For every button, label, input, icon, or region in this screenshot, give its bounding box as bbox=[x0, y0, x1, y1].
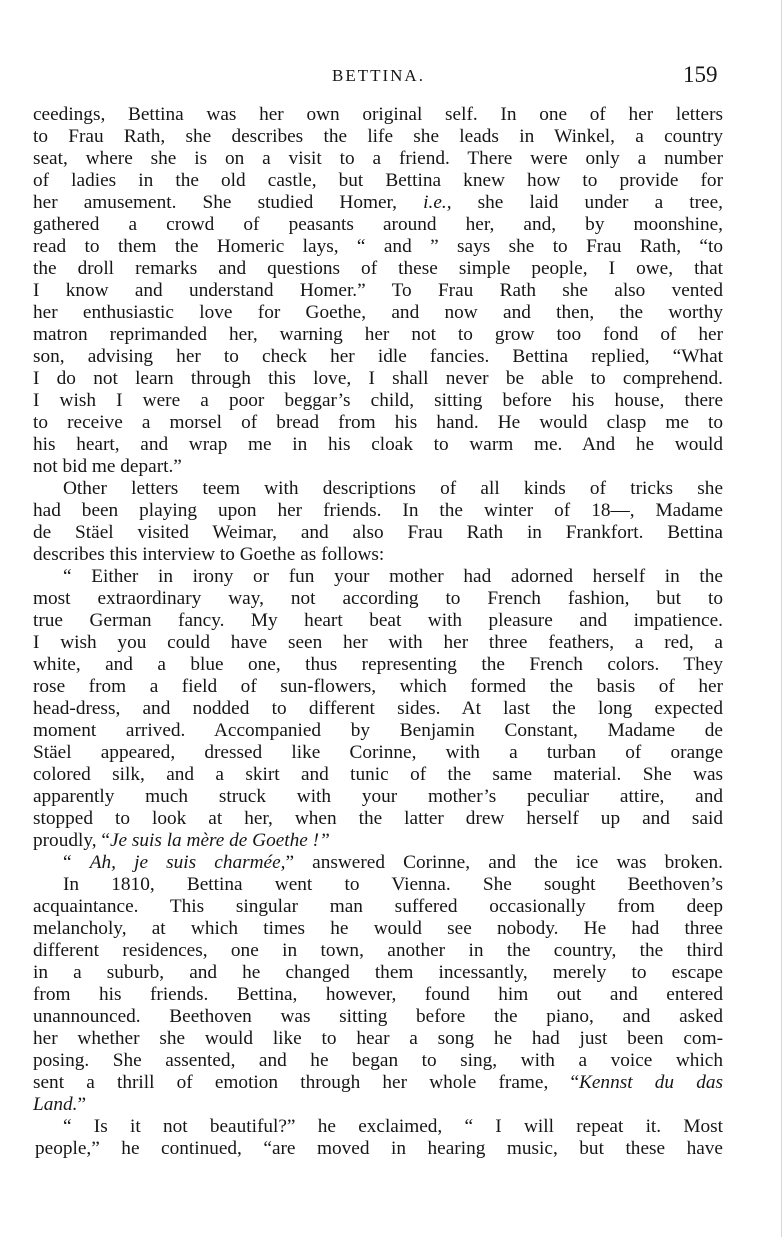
text-line: melancholy, at which times he would see nobody. He had three bbox=[33, 918, 723, 939]
text-line: her whether she would like to hear a song he had just been com- bbox=[33, 1028, 723, 1049]
text-run: ” bbox=[77, 1094, 87, 1115]
text-line bbox=[33, 852, 723, 874]
text-line: I know and understand Homer.” To Frau Rath she also vented bbox=[33, 280, 723, 301]
text-run: her amusement. She studied Homer, bbox=[33, 192, 397, 213]
running-title: BETTINA. bbox=[332, 66, 425, 85]
text-run-italic: Land. bbox=[33, 1094, 78, 1115]
text-line: the droll remarks and questions of these simple people, I owe, that bbox=[33, 258, 723, 279]
text-run-italic: Je suis la mère de Goethe !” bbox=[109, 830, 330, 851]
text-line: I do not learn through this love, I shall never be able to comprehend. bbox=[33, 368, 723, 389]
text-line: most extraordinary way, not according to French fashion, but to bbox=[33, 588, 723, 609]
text-line: in a suburb, and he changed them incessantly, merely to escape bbox=[33, 962, 723, 983]
text-line: apparently much struck with your mother’s peculiar attire, and bbox=[33, 786, 723, 807]
text-line: people,” he continued, “are moved in hearing music, but these have bbox=[35, 1138, 723, 1159]
text-line: different residences, one in town, another in the country, the third bbox=[33, 940, 723, 961]
text-line: rose from a field of sun-flowers, which formed the basis of her bbox=[33, 676, 723, 697]
text-line: Other letters teem with descriptions of all kinds of tricks she bbox=[63, 478, 723, 499]
text-line: acquaintance. This singular man suffered occasionally from deep bbox=[33, 896, 723, 917]
text-run-italic: Ah, je suis charmée, bbox=[89, 852, 286, 873]
text-line: Stäel appeared, dressed like Corinne, with a turban of orange bbox=[33, 742, 723, 763]
page-edge-rule bbox=[781, 0, 782, 1237]
text-line bbox=[33, 1094, 723, 1116]
text-line: I wish I were a poor beggar’s child, sitting before his house, there bbox=[33, 390, 723, 411]
text-line: white, and a blue one, thus representing the French colors. They bbox=[33, 654, 723, 675]
text-run: ” answered Corinne, and the ice was broken. bbox=[285, 852, 723, 873]
running-head bbox=[0, 62, 784, 86]
text-line: had been playing upon her friends. In the winter of 18—, Madame bbox=[33, 500, 723, 521]
text-line: gathered a crowd of peasants around her, and, by moonshine, bbox=[33, 214, 723, 235]
text-line: describes this interview to Goethe as follows: bbox=[33, 544, 385, 565]
text-run: sent a thrill of emotion through her whole frame, “ bbox=[33, 1072, 580, 1093]
text-line: moment arrived. Accompanied by Benjamin Constant, Madame de bbox=[33, 720, 723, 741]
text-line: from his friends. Bettina, however, found him out and entered bbox=[33, 984, 723, 1005]
text-line: not bid me depart.” bbox=[33, 456, 182, 477]
text-line: to receive a morsel of bread from his hand. He would clasp me to bbox=[33, 412, 723, 433]
text-line: “ Is it not beautiful?” he exclaimed, “ I will repeat it. Most bbox=[63, 1116, 723, 1137]
text-line bbox=[33, 830, 723, 852]
text-run-italic: Kennst du das bbox=[579, 1072, 723, 1093]
text-line: colored silk, and a skirt and tunic of the same material. She was bbox=[33, 764, 723, 785]
text-line: her enthusiastic love for Goethe, and now and then, the worthy bbox=[33, 302, 723, 323]
text-line: I wish you could have seen her with her three feathers, a red, a bbox=[33, 632, 723, 653]
text-line: to Frau Rath, she describes the life she leads in Winkel, a country bbox=[33, 126, 723, 147]
text-line: of ladies in the old castle, but Bettina knew how to provide for bbox=[33, 170, 723, 191]
text-line: In 1810, Bettina went to Vienna. She sought Beethoven’s bbox=[63, 874, 723, 895]
text-run-italic: i.e., bbox=[423, 192, 452, 213]
text-line bbox=[33, 192, 723, 214]
text-line: “ Either in irony or fun your mother had adorned herself in the bbox=[63, 566, 723, 587]
text-line: ceedings, Bettina was her own original self. In one of her letters bbox=[33, 104, 723, 125]
text-line: true German fancy. My heart beat with pleasure and impatience. bbox=[33, 610, 723, 631]
text-line: read to them the Homeric lays, “ and ” says she to Frau Rath, “to bbox=[33, 236, 723, 257]
text-line: seat, where she is on a visit to a friend. There were only a number bbox=[33, 148, 723, 169]
body-text bbox=[33, 104, 723, 1160]
text-line bbox=[33, 1072, 723, 1094]
text-line: de Stäel visited Weimar, and also Frau Rath in Frankfort. Bettina bbox=[33, 522, 723, 543]
text-line: stopped to look at her, when the latter drew herself up and said bbox=[33, 808, 723, 829]
text-line: his heart, and wrap me in his cloak to warm me. And he would bbox=[33, 434, 723, 455]
text-line: son, advising her to check her idle fancies. Bettina replied, “What bbox=[33, 346, 723, 367]
text-line: unannounced. Beethoven was sitting before the piano, and asked bbox=[33, 1006, 723, 1027]
text-run: proudly, “ bbox=[33, 830, 110, 851]
text-run: she laid under a tree, bbox=[451, 192, 723, 213]
page-number: 159 bbox=[683, 62, 718, 87]
text-run: “ bbox=[63, 852, 90, 873]
text-line: posing. She assented, and he began to sing, with a voice which bbox=[33, 1050, 723, 1071]
text-line: matron reprimanded her, warning her not to grow too fond of her bbox=[33, 324, 723, 345]
text-line: head-dress, and nodded to different sides. At last the long expected bbox=[33, 698, 723, 719]
